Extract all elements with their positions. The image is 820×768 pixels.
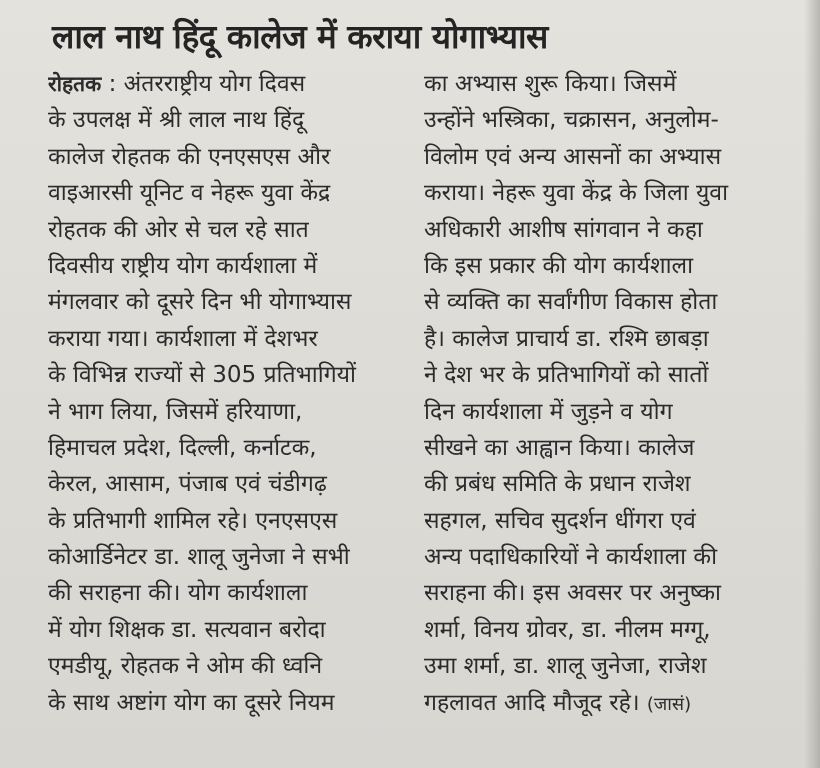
article-line: कराया गया। कार्यशाला में देशभर bbox=[48, 325, 318, 352]
article-line: उमा शर्मा, डा. शालू जुनेजा, राजेश bbox=[424, 653, 707, 680]
article-line: दिवसीय राष्ट्रीय योग कार्यशाला में bbox=[48, 252, 318, 279]
article-line: हिमाचल प्रदेश, दिल्ली, कर्नाटक, bbox=[48, 434, 317, 461]
article-line: से व्यक्ति का सर्वांगीण विकास होता bbox=[424, 289, 718, 316]
article-line: शर्मा, विनय ग्रोवर, डा. नीलम मग्गू, bbox=[424, 616, 711, 643]
article-line: कि इस प्रकार की योग कार्यशाला bbox=[424, 252, 694, 279]
article-line: के साथ अष्टांग योग का दूसरे नियम bbox=[48, 689, 335, 716]
article-headline: लाल नाथ हिंदू कालेज में कराया योगाभ्यास bbox=[52, 17, 548, 56]
news-agency-credit: (जासं) bbox=[646, 693, 692, 715]
article-line: सीखने का आह्वान किया। कालेज bbox=[424, 434, 695, 461]
article-line: सराहना की। इस अवसर पर अनुष्का bbox=[424, 580, 721, 607]
dateline: रोहतक bbox=[48, 72, 102, 96]
article-line: वाइआरसी यूनिट व नेहरू युवा केंद्र bbox=[48, 180, 331, 207]
dateline-separator: : bbox=[101, 71, 124, 97]
article-line bbox=[424, 685, 784, 721]
article-line: कोआर्डिनेटर डा. शालू जुनेजा ने सभी bbox=[48, 544, 350, 571]
article-line: के उपलक्ष में श्री लाल नाथ हिंदू bbox=[48, 107, 305, 134]
article-line bbox=[48, 66, 402, 102]
article-line: अन्य पदाधिकारियों ने कार्यशाला की bbox=[424, 544, 718, 571]
article-line: मंगलवार को दूसरे दिन भी योगाभ्यास bbox=[48, 289, 352, 316]
article-line: केरल, आसाम, पंजाब एवं चंडीगढ़ bbox=[48, 471, 327, 498]
article-line: रोहतक की ओर से चल रहे सात bbox=[48, 216, 309, 243]
article-line: अधिकारी आशीष सांगवान ने कहा bbox=[424, 216, 703, 243]
article-line-text: अंतरराष्ट्रीय योग दिवस bbox=[123, 71, 306, 97]
article-line: ने देश भर के प्रतिभागियों को सातों bbox=[424, 362, 709, 389]
article-column-right bbox=[424, 66, 784, 721]
article-line: कालेज रोहतक की एनएसएस और bbox=[48, 143, 331, 170]
article-line: एमडीयू, रोहतक ने ओम की ध्वनि bbox=[48, 653, 323, 680]
page-edge-shadow bbox=[804, 0, 820, 768]
article-line: का अभ्यास शुरू किया। जिसमें bbox=[424, 71, 677, 97]
article-line: विलोम एवं अन्य आसनों का अभ्यास bbox=[424, 143, 722, 170]
article-line: ने भाग लिया, जिसमें हरियाणा, bbox=[48, 398, 303, 425]
article-column-left bbox=[48, 66, 402, 721]
article-line: के प्रतिभागी शामिल रहे। एनएसएस bbox=[48, 507, 338, 534]
article-line: उन्होंने भस्त्रिका, चक्रासन, अनुलोम- bbox=[424, 107, 719, 134]
article-line: में योग शिक्षक डा. सत्यवान बरोदा bbox=[48, 616, 326, 643]
article-line: के विभिन्न राज्यों से 305 प्रतिभागियों bbox=[48, 362, 356, 389]
article-line-text: गहलावत आदि मौजूद रहे। bbox=[424, 689, 640, 716]
article-line: दिन कार्यशाला में जुड़ने व योग bbox=[424, 398, 673, 425]
article-line: की प्रबंध समिति के प्रधान राजेश bbox=[424, 471, 691, 498]
article-line: कराया। नेहरू युवा केंद्र के जिला युवा bbox=[424, 180, 729, 207]
article-line: की सराहना की। योग कार्यशाला bbox=[48, 580, 308, 607]
article-line: है। कालेज प्राचार्य डा. रश्मि छाबड़ा bbox=[424, 325, 709, 352]
article-line: सहगल, सचिव सुदर्शन धींगरा एवं bbox=[424, 507, 696, 534]
